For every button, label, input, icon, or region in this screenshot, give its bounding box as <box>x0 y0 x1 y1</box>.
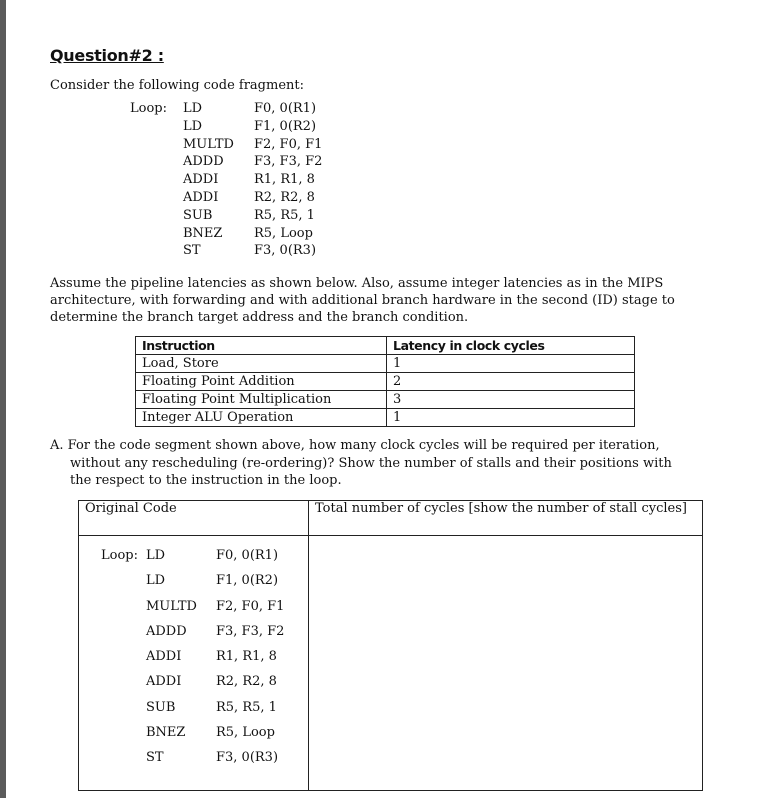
intro-text: Consider the following code fragment: <box>50 78 305 93</box>
code-line <box>101 720 308 745</box>
answer-header-total-cycles: Total number of cycles [show the number of stall cycles] <box>309 501 703 536</box>
code-label <box>101 720 146 745</box>
latency-value: 3 <box>387 391 635 409</box>
answer-body-row <box>79 536 703 791</box>
code-label <box>101 619 146 644</box>
latency-instruction: Load, Store <box>136 355 387 373</box>
code-args: F2, F0, F1 <box>254 136 323 152</box>
question-a-line-1: A. For the code segment shown above, how many clock cycles will be required per iteration, <box>50 438 660 453</box>
assumption-paragraph: Assume the pipeline latencies as shown below. Also, assume integer latencies as in the MIPS architecture, with forwarding and with additional branch hardware in the second (ID) stage to determine the branch target address and the branch condition. <box>50 276 675 325</box>
question-a-line-3: the respect to the instruction in the loop. <box>70 473 342 488</box>
code-args: R1, R1, 8 <box>216 649 277 665</box>
code-args: F3, F3, F2 <box>216 623 285 639</box>
code-line <box>101 543 308 568</box>
code-line <box>130 189 322 207</box>
code-op: BNEZ <box>183 225 223 241</box>
latency-row <box>136 409 635 427</box>
code-label <box>130 136 183 154</box>
code-op: BNEZ <box>146 725 186 741</box>
total-cycles-answer-cell[interactable] <box>309 536 703 791</box>
code-op: MULTD <box>183 136 234 152</box>
code-line <box>130 118 322 136</box>
latency-table <box>135 336 635 427</box>
code-op: MULTD <box>146 598 197 614</box>
code-args: F3, 0(R3) <box>216 750 279 766</box>
code-op: ADDD <box>183 154 224 170</box>
code-args: F0, 0(R1) <box>216 548 279 563</box>
code-op: LD <box>146 548 166 563</box>
code-op: ADDI <box>146 674 182 690</box>
code-label <box>130 171 183 189</box>
latency-row <box>136 391 635 409</box>
code-label <box>130 189 183 207</box>
latency-value: 1 <box>387 355 635 373</box>
code-line <box>130 153 322 171</box>
code-label: Loop: <box>130 101 167 116</box>
code-args: R1, R1, 8 <box>254 172 315 188</box>
original-code-listing <box>79 536 308 771</box>
code-args: F2, F0, F1 <box>216 598 285 614</box>
answer-header-row <box>79 501 703 536</box>
code-line <box>101 594 308 619</box>
code-op: SUB <box>183 207 213 223</box>
code-args: F3, F3, F2 <box>254 154 323 170</box>
question-a-line-2: without any rescheduling (re-ordering)? Show the number of stalls and their positions with <box>70 455 672 471</box>
code-op: ST <box>146 750 164 766</box>
code-line <box>130 136 322 154</box>
code-label <box>101 695 146 720</box>
code-label <box>101 745 146 770</box>
code-line <box>130 242 322 260</box>
latency-row <box>136 355 635 373</box>
code-line <box>130 171 322 189</box>
question-title: Question#2 : <box>50 46 164 65</box>
latency-instruction: Integer ALU Operation <box>136 409 387 427</box>
latency-instruction: Floating Point Multiplication <box>136 391 387 409</box>
code-args: R5, Loop <box>216 725 275 741</box>
code-op: ADDI <box>183 189 219 205</box>
question-a <box>50 437 710 490</box>
code-label <box>101 644 146 669</box>
latency-row <box>136 373 635 391</box>
code-label <box>130 225 183 243</box>
code-op: LD <box>183 118 203 134</box>
latency-header-cycles: Latency in clock cycles <box>387 337 635 355</box>
code-label <box>130 242 183 260</box>
code-args: R5, R5, 1 <box>254 207 315 223</box>
code-label <box>130 153 183 171</box>
answer-header-original-code: Original Code <box>79 501 309 536</box>
latency-value: 1 <box>387 409 635 427</box>
code-line <box>101 644 308 669</box>
code-op: ADDI <box>183 172 219 188</box>
code-args: R2, R2, 8 <box>216 674 277 690</box>
code-args: F1, 0(R2) <box>216 573 279 589</box>
code-args: R5, Loop <box>254 225 313 241</box>
code-op: LD <box>146 573 166 589</box>
code-args: F3, 0(R3) <box>254 243 317 259</box>
code-line <box>101 619 308 644</box>
code-op: LD <box>183 101 203 116</box>
code-label: Loop: <box>101 548 138 563</box>
code-args: F0, 0(R1) <box>254 101 317 116</box>
code-fragment <box>130 100 322 260</box>
code-op: SUB <box>146 699 176 715</box>
latency-value: 2 <box>387 373 635 391</box>
code-op: ADDI <box>146 649 182 665</box>
code-args: F1, 0(R2) <box>254 118 317 134</box>
code-line <box>130 207 322 225</box>
code-op: ST <box>183 243 201 259</box>
original-code-cell <box>79 536 309 791</box>
code-line <box>101 669 308 694</box>
code-line <box>101 568 308 593</box>
code-args: R5, R5, 1 <box>216 699 277 715</box>
latency-header-instruction: Instruction <box>136 337 387 355</box>
code-label <box>101 568 146 593</box>
answer-table <box>78 500 703 791</box>
code-line <box>130 225 322 243</box>
page-left-border <box>0 0 6 798</box>
latency-instruction: Floating Point Addition <box>136 373 387 391</box>
code-args: R2, R2, 8 <box>254 189 315 205</box>
code-op: ADDD <box>146 623 187 639</box>
code-label <box>101 669 146 694</box>
code-label <box>130 207 183 225</box>
code-label <box>130 118 183 136</box>
latency-header-row <box>136 337 635 355</box>
code-label <box>101 594 146 619</box>
code-line <box>130 100 322 118</box>
code-line <box>101 745 308 770</box>
code-line <box>101 695 308 720</box>
